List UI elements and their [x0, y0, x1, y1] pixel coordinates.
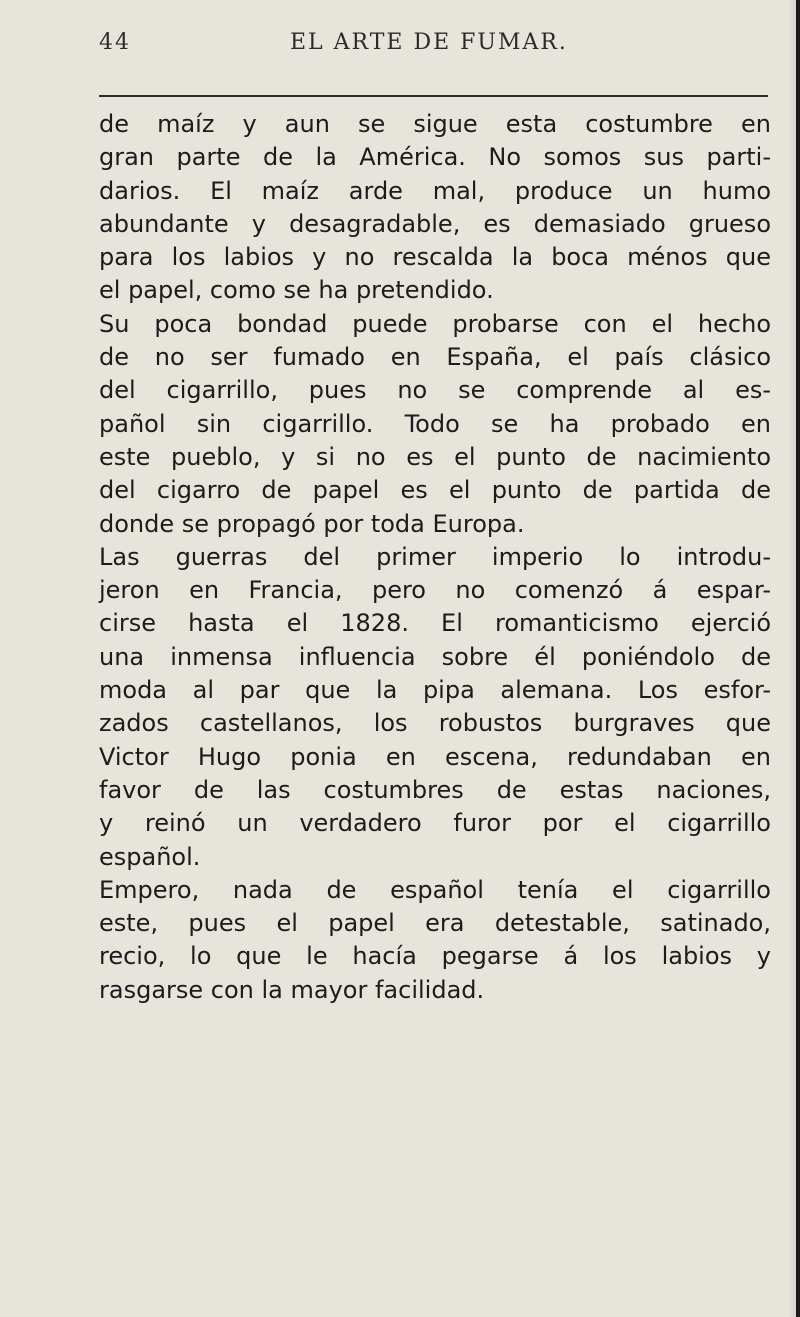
- text-line: abundante y desagradable, es demasiado grueso: [99, 209, 771, 238]
- running-title: EL ARTE DE FUMAR.: [290, 30, 568, 55]
- text-line: Su poca bondad puede probarse con el hecho: [99, 309, 771, 338]
- text-line: gran parte de la América. No somos sus parti-: [99, 143, 771, 172]
- text-line: recio, lo que le hacía pegarse á los labios y: [99, 942, 771, 971]
- text-line: español.: [99, 842, 201, 871]
- text-line: de no ser fumado en España, el país clásico: [99, 343, 771, 372]
- header-rule: [99, 95, 768, 97]
- text-line: favor de las costumbres de estas naciones,: [99, 775, 771, 804]
- text-line: Las guerras del primer imperio lo introdu-: [99, 542, 771, 571]
- text-line: Empero, nada de español tenía el cigarrillo: [99, 875, 771, 904]
- text-line: zados castellanos, los robustos burgraves que: [99, 709, 771, 738]
- page-edge-shadow: [788, 0, 796, 1317]
- text-line: jeron en Francia, pero no comenzó á espar-: [99, 576, 771, 605]
- text-line: del cigarro de papel es el punto de partida de: [99, 476, 771, 505]
- text-line: de maíz y aun se sigue esta costumbre en: [99, 110, 771, 138]
- text-line: Victor Hugo ponia en escena, redundaban en: [99, 742, 771, 771]
- text-line: rasgarse con la mayor facilidad.: [99, 975, 485, 1004]
- text-line: y reinó un verdadero furor por el cigarrillo: [99, 809, 771, 838]
- text-line: donde se propagó por toda Europa.: [99, 509, 525, 538]
- running-head: [0, 30, 800, 70]
- text-line: darios. El maíz arde mal, produce un humo: [99, 176, 771, 205]
- text-line: el papel, como se ha pretendido.: [99, 276, 494, 305]
- body-text: [99, 108, 771, 1007]
- text-line: pañol sin cigarrillo. Todo se ha probado en: [99, 409, 771, 438]
- text-line: moda al par que la pipa alemana. Los esfor-: [99, 676, 771, 705]
- text-line: este pueblo, y si no es el punto de nacimiento: [99, 442, 771, 471]
- text-line: una inmensa influencia sobre él poniéndolo de: [99, 642, 771, 671]
- text-line: del cigarrillo, pues no se comprende al es-: [99, 376, 771, 405]
- page-number: 44: [99, 30, 131, 55]
- page-edge: [796, 0, 800, 1317]
- text-line: cirse hasta el 1828. El romanticismo ejerció: [99, 609, 771, 638]
- text-line: para los labios y no rescalda la boca ménos que: [99, 243, 771, 272]
- text-line: este, pues el papel era detestable, satinado,: [99, 909, 771, 938]
